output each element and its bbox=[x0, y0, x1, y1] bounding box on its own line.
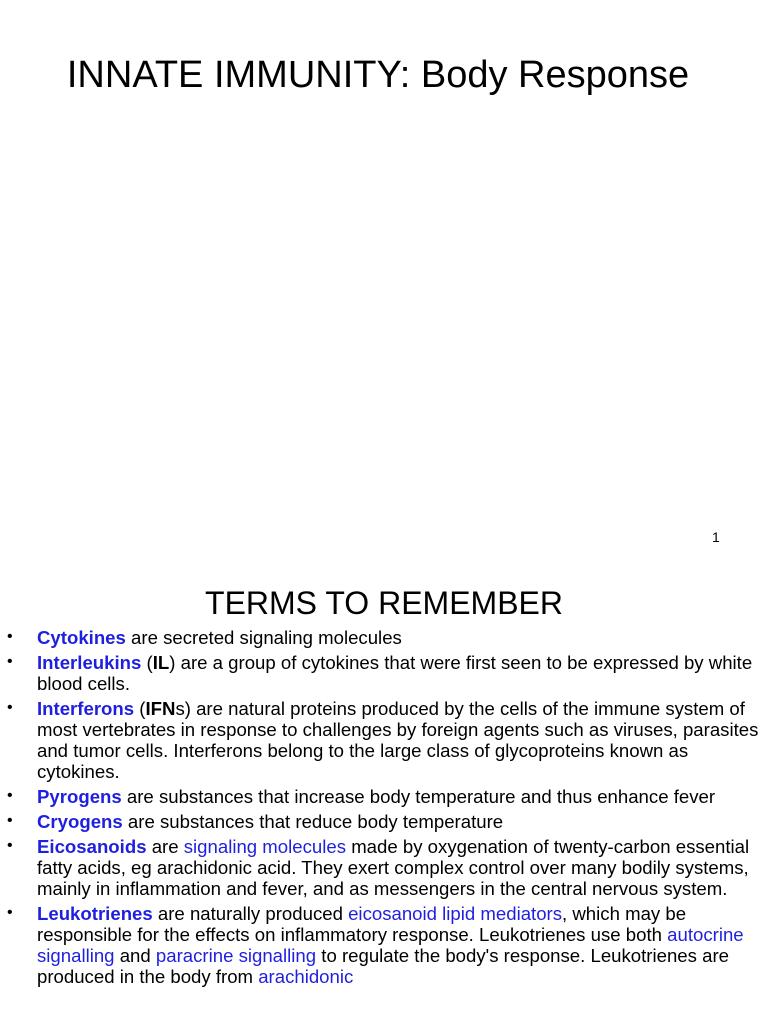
term-item-interleukins bbox=[0, 652, 768, 694]
bullet-icon: • bbox=[7, 837, 13, 854]
term-item-cryogens bbox=[0, 811, 768, 832]
term-definition-part: s) are natural proteins produced by the cells of the immune system of most vertebrates in response to challenges by foreign agents such as viruses, parasites and tumor cells. Interferons belong to the large class of glycoproteins known as cytokines. bbox=[37, 698, 759, 782]
term-definition-part: ) are a group of cytokines that were first seen to be expressed by white blood cells. bbox=[37, 652, 753, 694]
autocrine-signalling-link[interactable]: autocrine signalling bbox=[37, 924, 744, 966]
term-keyword: Interferons bbox=[37, 698, 135, 719]
terms-list bbox=[0, 627, 768, 987]
slide-title: INNATE IMMUNITY: Body Response bbox=[66, 54, 690, 96]
paracrine-signalling-link[interactable]: paracrine signalling bbox=[155, 945, 317, 966]
slide-page-number: 1 bbox=[712, 529, 720, 545]
term-keyword: Interleukins bbox=[37, 652, 142, 673]
term-definition: are substances that reduce body temperature bbox=[122, 811, 504, 832]
term-keyword: Leukotrienes bbox=[37, 903, 153, 924]
term-definition: are substances that increase body temperature and thus enhance fever bbox=[121, 786, 716, 807]
bullet-icon: • bbox=[7, 653, 13, 670]
term-definition-part: to regulate the body's response. Leukotrienes are produced in the body from bbox=[37, 945, 729, 987]
term-item-interferons bbox=[0, 698, 768, 782]
terms-heading: TERMS TO REMEMBER bbox=[205, 585, 563, 621]
term-keyword: Cytokines bbox=[37, 627, 126, 648]
term-definition-part: ( bbox=[141, 652, 153, 673]
term-item-pyrogens bbox=[0, 786, 768, 807]
bullet-icon: • bbox=[7, 812, 13, 829]
term-definition-part: are bbox=[146, 836, 184, 857]
term-abbreviation: IL bbox=[152, 652, 170, 673]
term-keyword: Cryogens bbox=[37, 811, 123, 832]
term-definition-part: are naturally produced bbox=[152, 903, 349, 924]
bullet-icon: • bbox=[7, 699, 13, 716]
term-definition-part: , which may be responsible for the effects on inflammatory response. Leukotrienes use both bbox=[37, 903, 687, 945]
term-abbreviation: IFN bbox=[145, 698, 176, 719]
term-definition-part: made by oxygenation of twenty-carbon essential fatty acids, eg arachidonic acid. They exert complex control over many bodily systems, mainly in inflammation and fever, and as messengers in the central nervous system. bbox=[37, 836, 750, 899]
bullet-icon: • bbox=[7, 904, 13, 921]
term-keyword: Pyrogens bbox=[37, 786, 122, 807]
term-item-leukotrienes bbox=[0, 903, 768, 987]
term-item-cytokines bbox=[0, 627, 768, 648]
term-definition: are secreted signaling molecules bbox=[125, 627, 402, 648]
term-definition-part: ( bbox=[134, 698, 146, 719]
arachidonic-link[interactable]: arachidonic bbox=[258, 966, 354, 987]
term-keyword: Eicosanoids bbox=[37, 836, 147, 857]
eicosanoid-lipid-mediators-link[interactable]: eicosanoid lipid mediators bbox=[348, 903, 563, 924]
signaling-molecules-link[interactable]: signaling molecules bbox=[183, 836, 347, 857]
bullet-icon: • bbox=[7, 787, 13, 804]
term-definition-part: and bbox=[114, 945, 156, 966]
term-item-eicosanoids bbox=[0, 836, 768, 899]
bullet-icon: • bbox=[7, 628, 13, 645]
slide-terms bbox=[0, 552, 768, 1024]
